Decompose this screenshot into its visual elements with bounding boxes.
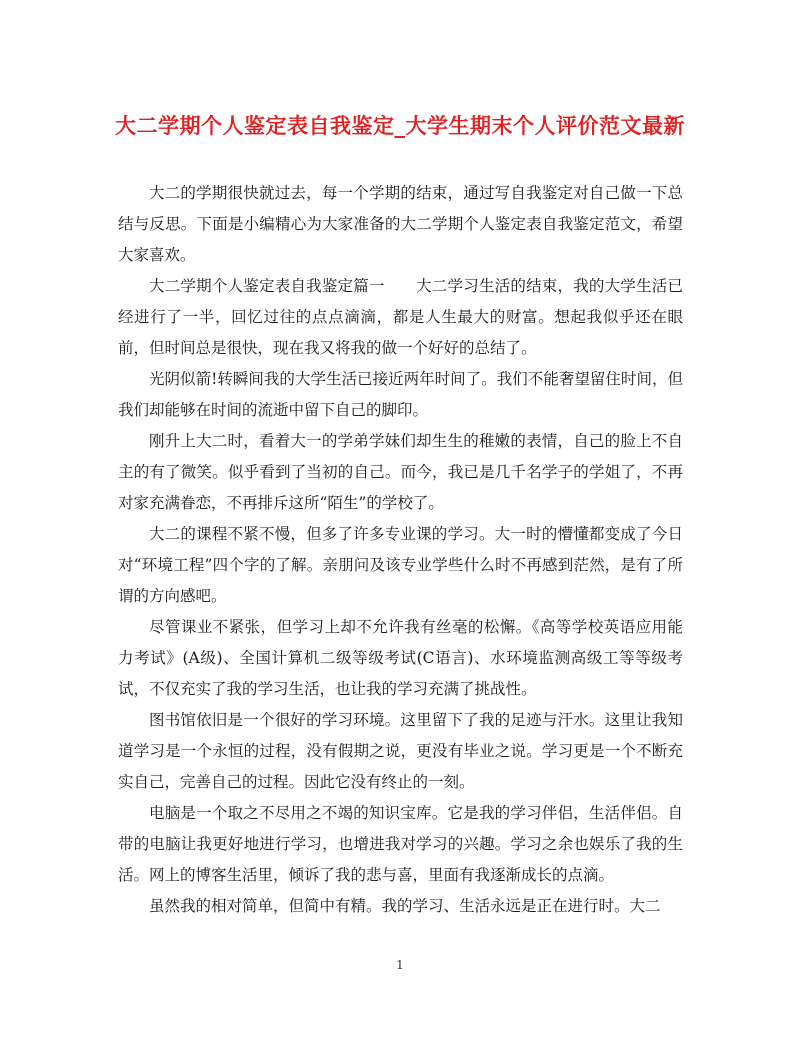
- paragraph: 大二学期个人鉴定表自我鉴定篇一 大二学习生活的结束，我的大学生活已经进行了一半，回忆过往的点点滴滴，都是人生最大的财富。想起我似乎还在眼前，但时间总是很快，现在我又将我的做一个好好的总结了。: [118, 277, 683, 357]
- paragraph: 大二的学期很快就过去，每一个学期的结束，通过写自我鉴定对自己做一下总结与反思。下面是小编精心为大家准备的大二学期个人鉴定表自我鉴定范文，希望大家喜欢。: [118, 184, 683, 264]
- document-body: [118, 178, 683, 922]
- page-number: 1: [396, 958, 404, 972]
- document-title: 大二学期个人鉴定表自我鉴定_大学生期末个人评价范文最新: [115, 113, 685, 138]
- paragraph: 图书馆依旧是一个很好的学习环境。这里留下了我的足迹与汗水。这里让我知道学习是一个永恒的过程，没有假期之说，更没有毕业之说。学习更是一个不断充实自己，完善自己的过程。因此它没有终止的一刻。: [118, 711, 683, 791]
- paragraph: 尽管课业不紧张，但学习上却不允许我有丝毫的松懈。《高等学校英语应用能力考试》(A级)、全国计算机二级等级考试(C语言)、水环境监测高级工等等级考试，不仅充实了我的学习生活，也让我的学习充满了挑战性。: [118, 618, 683, 698]
- paragraph: 刚升上大二时，看着大一的学弟学妹们却生生的稚嫩的表情，自己的脸上不自主的有了微笑。似乎看到了当初的自己。而今，我已是几千名学子的学姐了，不再对家充满眷恋，不再排斥这所“陌生”的学校了。: [118, 432, 683, 512]
- paragraph: 电脑是一个取之不尽用之不竭的知识宝库。它是我的学习伴侣，生活伴侣。自带的电脑让我更好地进行学习，也增进我对学习的兴趣。学习之余也娱乐了我的生活。网上的博客生活里，倾诉了我的悲与喜，里面有我逐渐成长的点滴。: [118, 804, 683, 884]
- paragraph: 大二的课程不紧不慢，但多了许多专业课的学习。大一时的懵懂都变成了今日对“环境工程”四个字的了解。亲朋问及该专业学些什么时不再感到茫然，是有了所谓的方向感吧。: [118, 525, 683, 605]
- paragraph: 虽然我的相对简单，但简中有精。我的学习、生活永远是正在进行时。大二: [149, 897, 661, 915]
- paragraph: 光阴似箭!转瞬间我的大学生活已接近两年时间了。我们不能奢望留住时间，但我们却能够在时间的流逝中留下自己的脚印。: [118, 370, 683, 419]
